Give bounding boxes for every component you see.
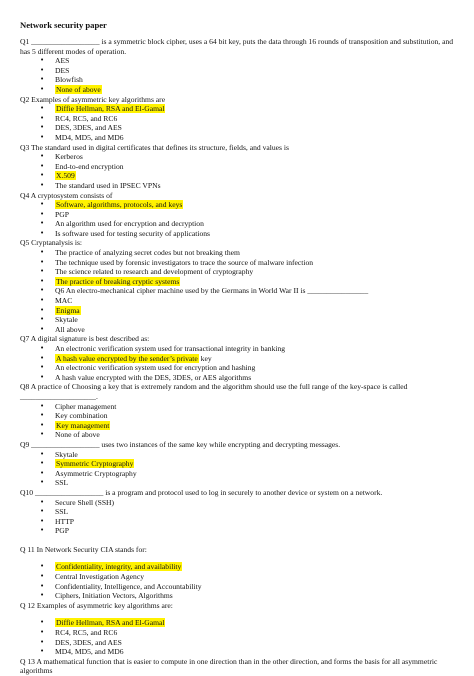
highlighted-answer: A hash value encrypted by the sender’s private	[56, 353, 198, 363]
option-item	[40, 526, 454, 536]
option-item	[40, 582, 454, 592]
question-text: Q 13 A mathematical function that is easier to compute in one direction than in the other direction, and forms the basis for all asymmetric algorithms	[20, 656, 440, 676]
question-text: Q4 A cryptosystem consists of	[20, 190, 113, 200]
option-item	[40, 450, 454, 460]
option-label: SSL	[55, 507, 69, 517]
option-label: HTTP	[55, 516, 74, 526]
option-list	[20, 200, 454, 238]
question-text: Q 12 Examples of asymmetric key algorithms are:	[20, 600, 173, 610]
highlighted-answer: Diffie Hellman, RSA and El-Gamal	[56, 618, 165, 628]
question-text: Q 11 In Network Security CIA stands for:	[20, 544, 147, 554]
highlighted-answer: Enigma	[56, 305, 80, 315]
highlighted-answer: The practice of breaking cryptic systems	[56, 276, 180, 286]
option-list	[20, 344, 454, 382]
option-item	[40, 267, 454, 277]
option-item	[40, 171, 454, 181]
highlighted-answer: Diffie Hellman, RSA and El-Gamal	[56, 104, 165, 114]
option-label: End-to-end encryption	[55, 161, 124, 171]
option-item	[40, 162, 454, 172]
option-item	[40, 123, 454, 133]
option-label: The standard used in IPSEC VPNs	[55, 180, 161, 190]
option-item	[40, 200, 454, 210]
option-item	[40, 258, 454, 268]
option-label: Is software used for testing security of applications	[55, 228, 210, 238]
option-item	[40, 507, 454, 517]
option-label: Skytale	[55, 449, 78, 459]
option-label: Confidentiality, Intelligence, and Accountability	[55, 581, 202, 591]
highlighted-answer: Symmetric Cryptography	[56, 459, 134, 469]
option-label: AES	[55, 56, 70, 66]
option-item	[40, 373, 454, 383]
option-item	[40, 517, 454, 527]
option-item	[40, 133, 454, 143]
option-label: PGP	[55, 526, 69, 536]
highlighted-answer: None of above	[56, 84, 101, 94]
option-label: MD4, MD5, and MD6	[55, 132, 124, 142]
option-label: SSL	[55, 478, 69, 488]
option-item	[40, 210, 454, 220]
option-label: An electronic verification system used for transactional integrity in banking	[55, 344, 286, 353]
option-label: DES, 3DES, and AES	[55, 123, 122, 133]
option-item	[40, 478, 454, 488]
option-label: The practice of analyzing secret codes but not breaking them	[55, 248, 240, 258]
option-label: Q6 An electro-mechanical cipher machine used by the Germans in World War II is ________________	[55, 286, 369, 296]
option-item	[40, 306, 454, 316]
question-text: Q1 __________________ is a symmetric block cipher, uses a 64 bit key, puts the data through 16 rounds of transposition and substitution, and has 5 different modes of operation.	[20, 37, 455, 56]
option-item	[40, 430, 454, 440]
option-list	[20, 618, 454, 656]
option-label: The technique used by forensic investigators to trace the source of malware infection	[55, 257, 314, 267]
option-item	[40, 572, 454, 582]
question-text: Q5 Cryptanalysis is:	[20, 238, 83, 248]
option-label: Kerberos	[55, 152, 83, 162]
option-label: Cipher management	[55, 401, 117, 411]
question-text: Q8 A practice of Choosing a key that is extremely random and the algorithm should use the full range of the key-space is called ____________________.	[20, 382, 410, 401]
option-item	[40, 459, 454, 469]
option-label: All above	[55, 324, 85, 334]
option-item	[40, 647, 454, 657]
option-list	[20, 152, 454, 190]
question-text: Q9 __________________ uses two instances of the same key while encrypting and decrypting messages.	[20, 439, 341, 449]
page-title: Network security paper	[20, 20, 107, 30]
option-label: A hash value encrypted with the DES, 3DES, or AES algorithms	[55, 372, 252, 382]
question-text: Q2 Examples of asymmetric key algorithms are	[20, 94, 166, 104]
option-list	[20, 248, 454, 334]
option-item	[40, 354, 454, 364]
option-item	[40, 277, 454, 287]
option-item	[40, 325, 454, 335]
option-item	[40, 85, 454, 95]
option-item	[40, 315, 454, 325]
option-item	[40, 286, 454, 296]
option-item	[40, 469, 454, 479]
option-item	[40, 421, 454, 431]
option-label: MD4, MD5, and MD6	[55, 647, 124, 657]
option-item	[40, 104, 454, 114]
option-item	[40, 219, 454, 229]
question-text: Q10 __________________ is a program and protocol used to log in securely to another device or system on a network.	[20, 487, 383, 497]
option-item	[40, 363, 454, 373]
option-label: RC4, RC5, and RC6	[55, 113, 118, 123]
option-item	[40, 66, 454, 76]
option-item	[40, 296, 454, 306]
option-label: PGP	[55, 209, 69, 219]
highlighted-answer: Confidentiality, integrity, and availability	[56, 562, 182, 572]
option-label: DES, 3DES, and AES	[55, 637, 122, 647]
option-item	[40, 344, 454, 354]
option-item	[40, 562, 454, 572]
option-label: Ciphers, Initiation Vectors, Algorithms	[55, 591, 173, 601]
option-item	[40, 56, 454, 66]
option-label: Asymmetric Cryptography	[55, 468, 137, 478]
option-label: Key combination	[55, 411, 108, 421]
option-label: Skytale	[55, 315, 78, 325]
option-item	[40, 618, 454, 628]
question-list	[20, 37, 454, 676]
option-item	[40, 498, 454, 508]
option-label: RC4, RC5, and RC6	[55, 628, 118, 638]
answer-rest: key	[198, 353, 212, 363]
option-label: Blowfish	[55, 75, 83, 85]
option-item	[40, 591, 454, 601]
question-text: Q7 A digital signature is best described as:	[20, 334, 150, 344]
highlighted-answer: Software, algorithms, protocols, and keys	[56, 200, 183, 210]
option-item	[40, 638, 454, 648]
option-item	[40, 229, 454, 239]
option-item	[40, 181, 454, 191]
option-list	[20, 56, 454, 94]
option-label: MAC	[55, 296, 73, 306]
option-list	[20, 498, 454, 536]
option-label: An algorithm used for encryption and decryption	[55, 219, 204, 229]
option-item	[40, 628, 454, 638]
option-label: Central Investigation Agency	[55, 572, 144, 582]
option-label: None of above	[55, 430, 100, 440]
option-item	[40, 114, 454, 124]
highlighted-answer: Key management	[56, 420, 110, 430]
option-list	[20, 562, 454, 600]
question-text: Q3 The standard used in digital certificates that defines its structure, fields, and values is	[20, 142, 289, 152]
option-item	[40, 75, 454, 85]
option-item	[40, 411, 454, 421]
option-item	[40, 152, 454, 162]
option-label: An electronic verification system used for encryption and hashing	[55, 363, 256, 373]
option-list	[20, 402, 454, 440]
option-label: Secure Shell (SSH)	[55, 497, 115, 507]
option-label: The science related to research and development of cryptography	[55, 267, 254, 277]
option-item	[40, 402, 454, 412]
option-item	[40, 248, 454, 258]
option-list	[20, 104, 454, 142]
option-list	[20, 450, 454, 488]
option-label: DES	[55, 65, 70, 75]
highlighted-answer: X.509	[56, 171, 75, 181]
